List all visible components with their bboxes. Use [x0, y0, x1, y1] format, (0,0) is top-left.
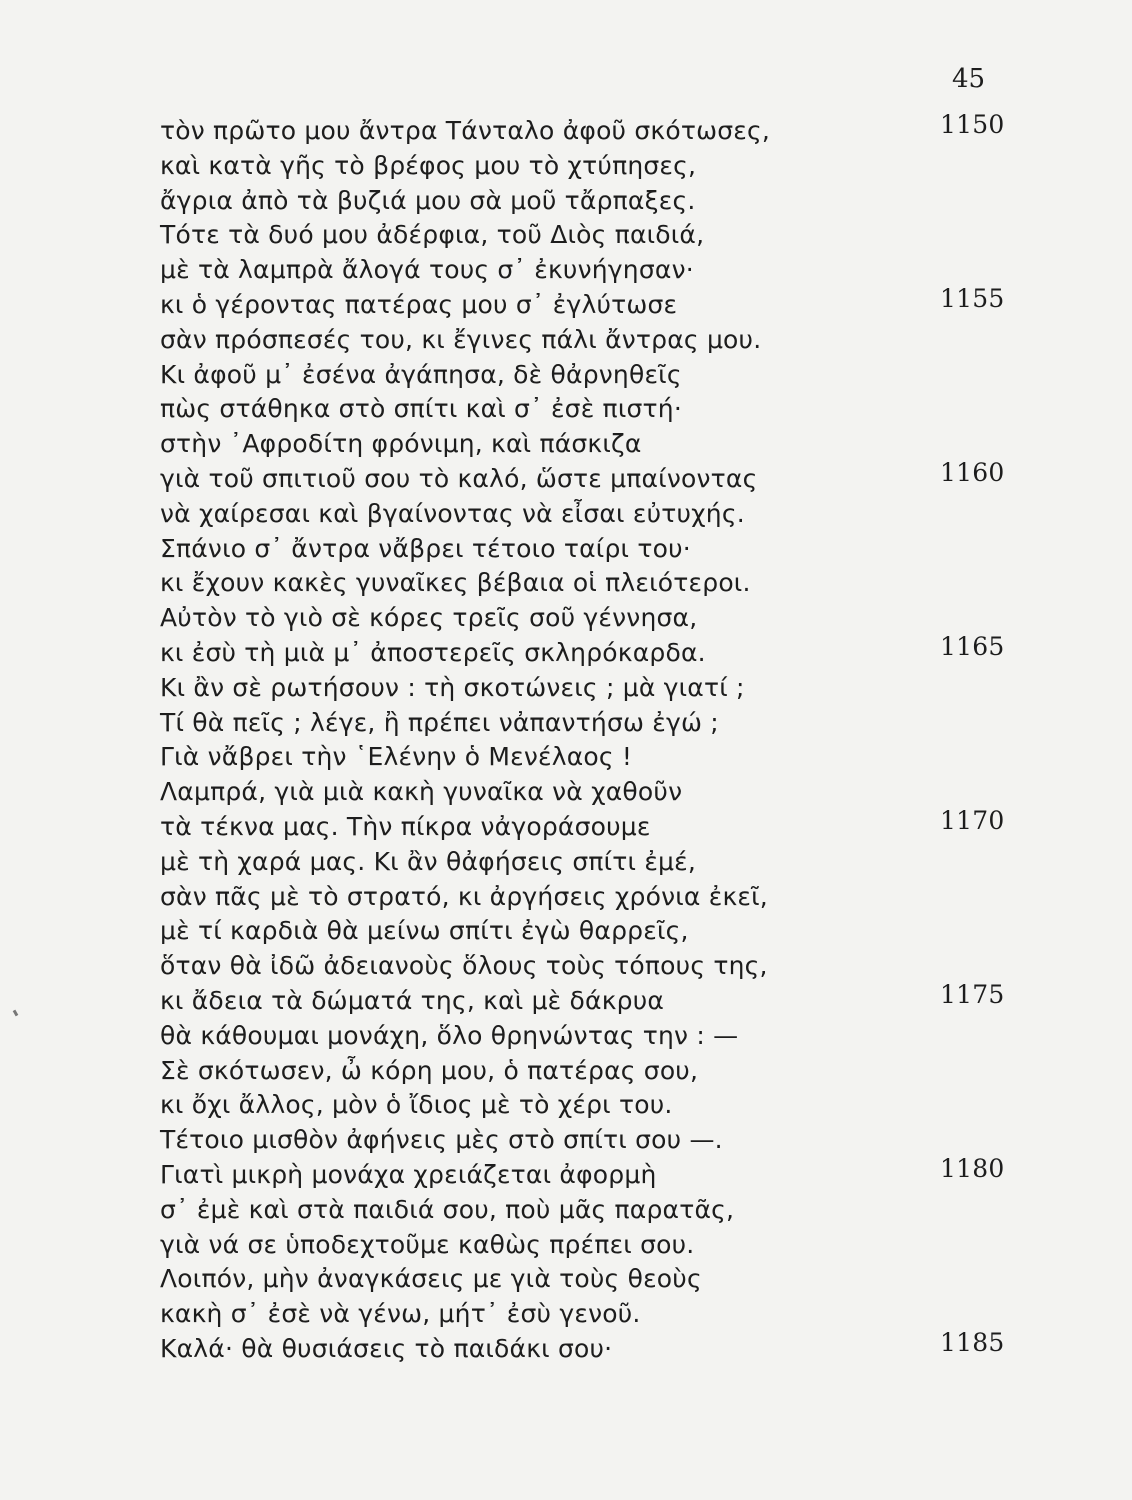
verse-line	[160, 323, 1100, 358]
verse-text: Αὐτὸν τὸ γιὸ σὲ κόρες τρεῖς σοῦ γέννησα,	[160, 603, 698, 633]
verse-line	[160, 740, 1100, 775]
verse-line	[160, 1228, 1100, 1263]
verse-line	[160, 457, 1100, 497]
verse-line	[160, 566, 1100, 601]
verse-line	[160, 392, 1100, 427]
verse-line	[160, 532, 1100, 567]
verse-text: Σπάνιο σ᾽ ἄντρα νἄβρει τέτοιο ταίρι του·	[160, 533, 691, 563]
verse-text: γιὰ τοῦ σπιτιοῦ σου τὸ καλό, ὥστε μπαίνοντας	[160, 463, 758, 493]
verse-text: σὰν πρόσπεσές του, κι ἔγινες πάλι ἄντρας μου.	[160, 324, 762, 354]
verse-line	[160, 110, 1100, 149]
verse-text: κι ἔχουν κακὲς γυναῖκες βέβαια οἱ πλειότεροι.	[160, 568, 751, 598]
verse-text: Λαμπρά, γιὰ μιὰ κακὴ γυναῖκα νὰ χαθοῦν	[160, 777, 683, 807]
verse-text: Τότε τὰ δυό μου ἀδέρφια, τοῦ Διὸς παιδιά,	[160, 220, 705, 250]
verse-line	[160, 1327, 1100, 1367]
line-number: 1150	[940, 110, 1005, 139]
line-number: 1180	[940, 1153, 1005, 1183]
verse-text: σὰν πᾶς μὲ τὸ στρατό, κι ἀργήσεις χρόνια ἐκεῖ,	[160, 881, 768, 911]
verse-line	[160, 358, 1100, 393]
verse-line	[160, 914, 1100, 949]
verse-text: κι ὁ γέροντας πατέρας μου σ᾽ ἐγλύτωσε	[160, 289, 678, 319]
verse-line	[160, 1088, 1100, 1123]
verse-line	[160, 706, 1100, 741]
verse-text: θὰ κάθουμαι μονάχη, ὅλο θρηνώντας την : —	[160, 1020, 739, 1050]
verse-line	[160, 218, 1100, 253]
verse-text: κι ἐσὺ τὴ μιὰ μ᾽ ἀποστερεῖς σκληρόκαρδα.	[160, 637, 706, 667]
verse-text: Κι ἀφοῦ μ᾽ ἐσένα ἀγάπησα, δὲ θἀρνηθεῖς	[160, 359, 682, 389]
verse-text: ὅταν θὰ ἰδῶ ἀδειανοὺς ὅλους τοὺς τόπους της,	[160, 951, 768, 981]
verse-text: μὲ τί καρδιὰ θὰ μείνω σπίτι ἐγὼ θαρρεῖς,	[160, 916, 689, 946]
verse-text: Γιατὶ μικρὴ μονάχα χρειάζεται ἀφορμὴ	[160, 1159, 657, 1189]
verse-text: Τί θὰ πεῖς ; λέγε, ἢ πρέπει νἀπαντήσω ἐγώ ;	[160, 707, 719, 737]
verse-text: Γιὰ νἄβρει τὴν ῾Ελένην ὁ Μενέλαος !	[160, 742, 633, 772]
verse-text: κι ἄδεια τὰ δώματά της, καὶ μὲ δάκρυα	[160, 985, 665, 1015]
verse-text: σ᾽ ἐμὲ καὶ στὰ παιδιά σου, ποὺ μᾶς παρατᾶς,	[160, 1194, 735, 1224]
verse-line	[160, 845, 1100, 880]
verse-line	[160, 671, 1100, 706]
line-number: 1170	[940, 805, 1005, 835]
verse-text: τὸν πρῶτο μου ἄντρα Τάνταλο ἀφοῦ σκότωσες,	[160, 116, 771, 145]
verse-line	[160, 805, 1100, 845]
verse-line	[160, 1193, 1100, 1228]
verse-text: Λοιπόν, μὴν ἀναγκάσεις με γιὰ τοὺς θεοὺς	[160, 1264, 702, 1294]
verse-text: γιὰ νά σε ὑποδεχτοῦμε καθὼς πρέπει σου.	[160, 1229, 695, 1259]
verse-text: μὲ τὴ χαρά μας. Κι ἂν θἀφήσεις σπίτι ἐμέ,	[160, 846, 697, 876]
verse-line	[160, 1262, 1100, 1297]
verse-text: Καλά· θὰ θυσιάσεις τὸ παιδάκι σου·	[160, 1333, 613, 1363]
verse-text: κακὴ σ᾽ ἐσὲ νὰ γένω, μήτ᾽ ἐσὺ γενοῦ.	[160, 1299, 641, 1329]
verse-text: Σὲ σκότωσεν, ὦ κόρη μου, ὁ πατέρας σου,	[160, 1055, 699, 1085]
page-number: 45	[952, 64, 986, 94]
verse-line	[160, 184, 1100, 219]
verse-line	[160, 1153, 1100, 1193]
verse-line	[160, 497, 1100, 532]
verse-block	[160, 110, 1100, 1367]
line-number: 1165	[940, 631, 1005, 661]
verse-text: καὶ κατὰ γῆς τὸ βρέφος μου τὸ χτύπησες,	[160, 150, 697, 180]
scan-speck	[13, 1010, 19, 1017]
verse-line	[160, 979, 1100, 1019]
verse-text: Τέτοιο μισθὸν ἀφήνεις μὲς στὸ σπίτι σου —.	[160, 1125, 723, 1155]
verse-text: τὰ τέκνα μας. Τὴν πίκρα νἀγοράσουμε	[160, 811, 651, 841]
verse-line	[160, 631, 1100, 671]
verse-text: κι ὄχι ἄλλος, μὸν ὁ ἴδιος μὲ τὸ χέρι του.	[160, 1090, 673, 1120]
verse-line	[160, 880, 1100, 915]
line-number: 1160	[940, 457, 1005, 487]
line-number: 1185	[940, 1327, 1005, 1357]
verse-text: πὼς στάθηκα στὸ σπίτι καὶ σ᾽ ἐσὲ πιστή·	[160, 394, 682, 424]
verse-text: Κι ἂν σὲ ρωτήσουν : τὴ σκοτώνεις ; μὰ γιατί ;	[160, 672, 745, 702]
verse-text: μὲ τὰ λαμπρὰ ἄλογά τους σ᾽ ἐκυνήγησαν·	[160, 255, 694, 285]
verse-line	[160, 1054, 1100, 1089]
verse-line	[160, 1019, 1100, 1054]
verse-text: στὴν ᾿Αφροδίτη φρόνιμη, καὶ πάσκιζα	[160, 429, 642, 459]
line-number: 1175	[940, 979, 1005, 1009]
verse-line	[160, 283, 1100, 323]
verse-line	[160, 149, 1100, 184]
line-number: 1155	[940, 283, 1005, 313]
verse-text: ἄγρια ἀπὸ τὰ βυζιά μου σὰ μοῦ τἄρπαξες.	[160, 185, 696, 215]
verse-text: νὰ χαίρεσαι καὶ βγαίνοντας νὰ εἶσαι εὐτυχής.	[160, 498, 745, 528]
